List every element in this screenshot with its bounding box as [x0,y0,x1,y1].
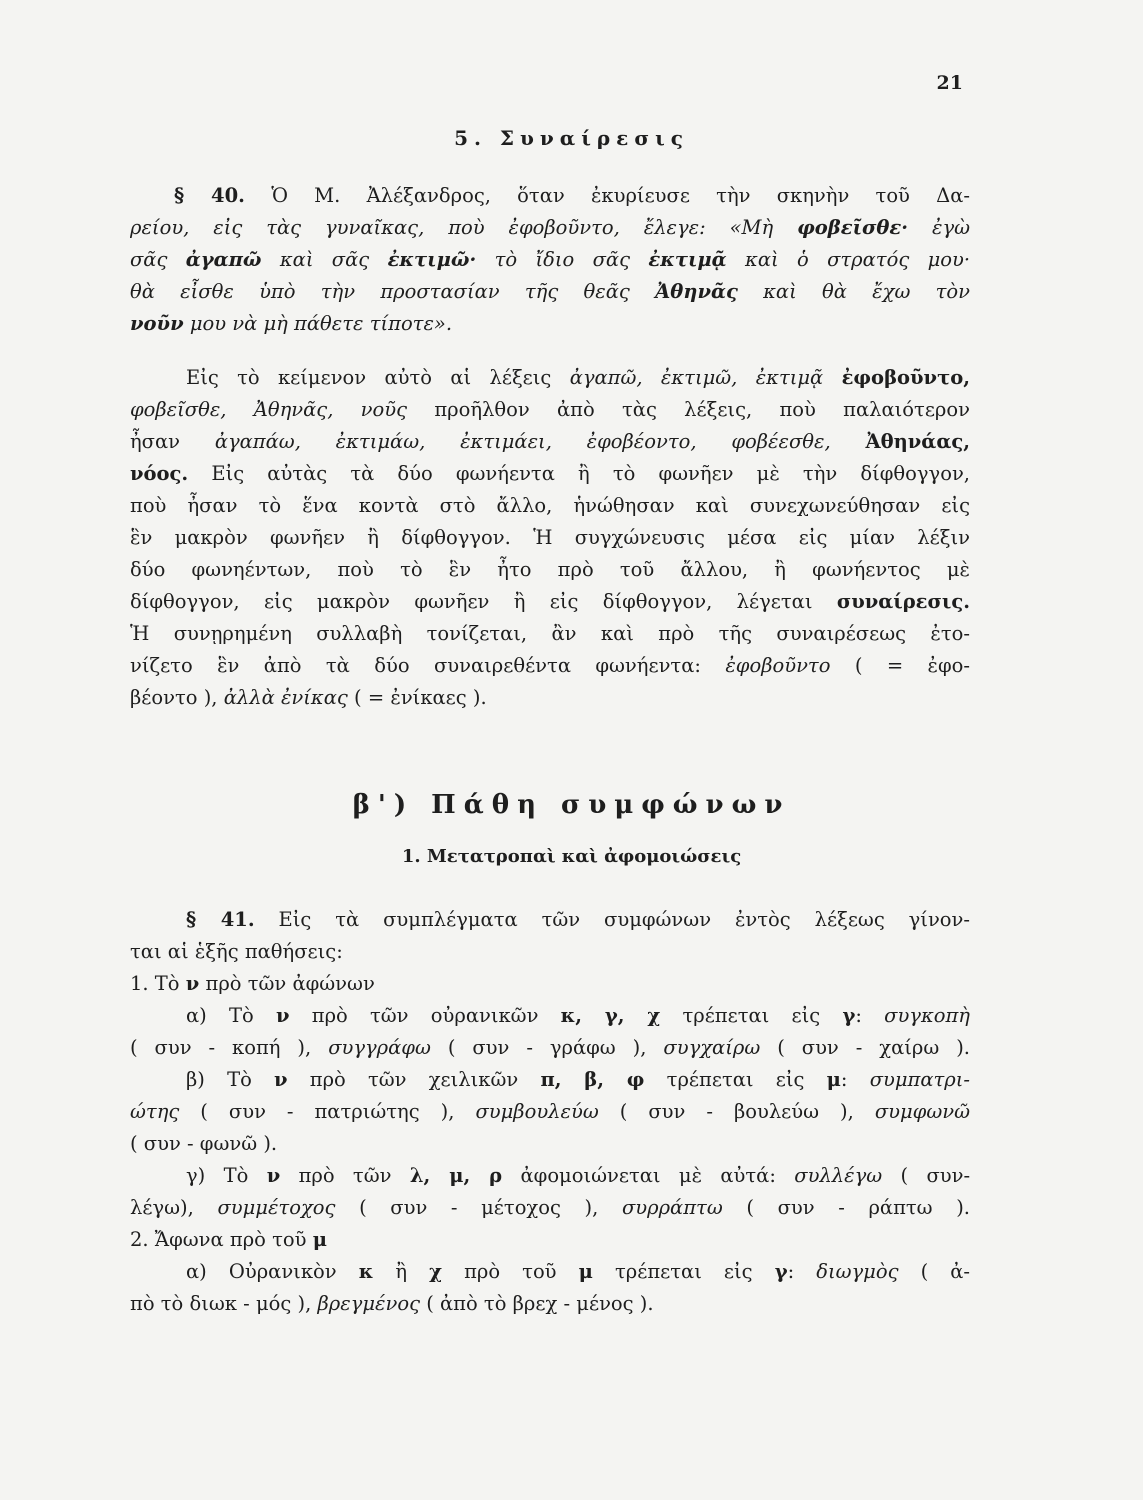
rule-c2-i2: συρράπτω [621,1196,723,1219]
rule-b2-i1: ώτης [130,1100,180,1123]
explain-line-11 [130,682,970,714]
explain-line-1 [130,362,970,394]
rule-c2-t2: ( συν - μέτοχος ), [359,1196,599,1219]
rule-b-b1: ν [274,1068,288,1091]
para41-line-1 [130,904,970,936]
rule-d-tail: ( ἀ- [920,1260,970,1283]
para40-line-1 [130,180,970,212]
explain-line-4-text: Εἰς αὐτὰς τὰ δύο φωνήεντα ἢ τὸ φωνῆεν μὲ τὴν δίφθογγον, [211,462,970,485]
rule-b-mid: πρὸ τῶν χειλικῶν [309,1068,519,1091]
rule-d-b2: χ [429,1260,442,1283]
rule-d-colon: : [787,1260,795,1283]
rule-b-pre: β) Τὸ [186,1068,252,1091]
rule-d-ital: διωγμὸς [816,1260,899,1283]
rule-c-b2: λ, μ, ρ [409,1164,503,1187]
rule-a-ital: συγκοπὴ [884,1004,970,1027]
explain-line-11-text: βέοντο ), [130,686,218,709]
item-1-post: πρὸ τῶν ἀφώνων [205,972,375,995]
rule-c-b1: ν [266,1164,281,1187]
section-mark-41: § 41. [186,908,255,931]
para40-line-3-b3: ἐκτιμᾷ [648,248,727,271]
rule-c2-t1: λέγω), [130,1196,194,1219]
rule-a2-t2: ( συν - γράφω ), [447,1036,647,1059]
para40-line-4-w2: καὶ θὰ ἔχω τὸν [763,280,970,303]
rule-c-mid: πρὸ τῶν [298,1164,392,1187]
para40-line-3 [130,244,970,276]
rule-a2-i2: συγχαίρω [663,1036,761,1059]
rule-b-line-1 [130,1064,970,1096]
rule-b-line-3: ( συν - φωνῶ ). [130,1132,278,1155]
para40-line-1-text: Ὁ Μ. Ἀλέξανδρος, ὅταν ἐκυρίευσε τὴν σκηνὴν τοῦ Δα- [271,184,970,207]
rule-b2-t1: ( συν - πατριώτης ), [200,1100,455,1123]
para40-line-4-w1: θὰ εἶσθε ὑπὸ τὴν προστασίαν τῆς θεᾶς [130,280,630,303]
rule-d-line-2 [130,1288,970,1320]
explain-line-10-text: νίζετο ἓν ἀπὸ τὰ δύο συναιρεθέντα φωνήεντα: [130,654,701,677]
para40-line-2-bold: φοβεῖσθε· [797,216,909,239]
paragraph-explanation [130,362,970,714]
para40-line-3-w4: καὶ ὁ στρατός μου· [745,248,970,271]
explain-line-7: δύο φωνηέντων, ποὺ τὸ ἓν ἦτο πρὸ τοῦ ἄλλου, ἢ φωνήεντος μὲ [130,558,970,581]
page-number: 21 [936,72,963,94]
rule-b-ital: συμπατρι- [869,1068,970,1091]
para40-line-3-w2: καὶ σᾶς [279,248,370,271]
rule-a-pre: α) Τὸ [186,1004,254,1027]
explain-line-8 [130,586,970,618]
rule-c2-i1: συμμέτοχος [217,1196,336,1219]
rule-a-b2: κ, γ, χ [560,1004,661,1027]
rule-c-post: ἀφομοιώνεται μὲ αὐτά: [520,1164,776,1187]
rule-a-line-1 [130,1000,970,1032]
para40-line-3-b1: ἀγαπῶ [185,248,262,271]
explain-line-11-tail: ( = ἐνίκαες ). [354,686,487,709]
explain-line-2-text: προῆλθον ἀπὸ τὰς λέξεις, ποὺ παλαιότερον [434,398,970,421]
explain-line-5: ποὺ ἦσαν τὸ ἕνα κοντὰ στὸ ἄλλο, ἡνώθησαν καὶ συνεχωνεύθησαν εἰς [130,494,970,517]
rule-b-b3: μ [826,1068,841,1091]
explain-line-10-ital: ἐφοβοῦντο [725,654,831,677]
rule-a-post: τρέπεται εἰς [682,1004,821,1027]
rule-a-mid: πρὸ τῶν οὐρανικῶν [311,1004,539,1027]
para40-line-3-w1: σᾶς [130,248,168,271]
item-1-bold: ν [185,972,200,995]
explain-line-9: Ἡ συνῃρημένη συλλαβὴ τονίζεται, ἂν καὶ πρὸ τῆς συναιρέσεως ἐτο- [130,622,970,645]
explain-line-10-tail: ( = ἐφο- [854,654,970,677]
para40-line-3-b2: ἐκτιμῶ· [387,248,477,271]
explain-line-10 [130,650,970,682]
explain-line-8-text: δίφθογγον, εἰς μακρὸν φωνῆεν ἢ εἰς δίφθογγον, λέγεται [130,590,813,613]
explain-line-3 [130,426,970,458]
para40-line-5 [130,308,970,340]
chapter-heading: β') Πάθη συμφώνων [352,790,791,820]
para40-line-4-b1: Ἀθηνᾶς [655,280,738,303]
rule-b2-t2: ( συν - βουλεύω ), [619,1100,854,1123]
section-mark-40: § 40. [174,184,245,207]
explain-line-3-text: ἦσαν [130,430,181,453]
paragraph-41 [130,904,970,1320]
rule-d-post: τρέπεται εἰς [614,1260,753,1283]
para41-line-1-text: Εἰς τὰ συμπλέγματα τῶν συμφώνων ἐντὸς λέξεως γίνον- [278,908,970,931]
rule-d-b3: μ [578,1260,593,1283]
rule-d-pre: α) Οὐρανικὸν [186,1260,337,1283]
para40-line-3-w3: τὸ ἴδιο σᾶς [494,248,630,271]
rule-a-b3: γ [842,1004,856,1027]
explain-line-2 [130,394,970,426]
rule-a-b1: ν [275,1004,290,1027]
para40-line-2 [130,212,970,244]
explain-line-3-bold: Ἀθηνάας, [865,430,970,453]
para40-line-5-b1: νοῦν [130,312,184,335]
explain-line-4 [130,458,970,490]
para40-line-5-w1: μου νὰ μὴ πάθετε τίποτε». [189,312,453,335]
explain-line-3-ital: ἀγαπάω, ἐκτιμάω, ἐκτιμάει, ἐφοβέοντο, φοβέεσθε, [214,430,831,453]
rule-d-b4: γ [774,1260,788,1283]
rule-d-b1: κ [358,1260,374,1283]
rule-b2-i2: συμβουλεύω [475,1100,599,1123]
rule-a2-i1: συγγράφω [328,1036,431,1059]
explain-line-1-text: Εἰς τὸ κείμενον αὐτὸ αἱ λέξεις [186,366,552,389]
paragraph-40 [130,180,970,340]
rule-a-colon: : [855,1004,862,1027]
rule-d2-i1: βρεγμένος [317,1292,420,1315]
para40-line-4 [130,276,970,308]
rule-b2-i3: συμφωνῶ [874,1100,970,1123]
rule-d2-t2: ( ἀπὸ τὸ βρεχ - μένος ). [426,1292,654,1315]
item-2-bold: μ [312,1228,327,1251]
rule-a2-t1: ( συν - κοπή ), [130,1036,312,1059]
para40-line-2-text: ρείου, εἰς τὰς γυναῖκας, ποὺ ἐφοβοῦντο, ἔλεγε: «Μὴ [130,216,774,239]
section-heading: 5. Συναίρεσις [454,126,689,150]
rule-c-tail: ( συν- [900,1164,970,1187]
rule-c-pre: γ) Τὸ [186,1164,249,1187]
para40-line-2-tail: ἐγὼ [931,216,970,239]
rule-d-mid: ἢ [395,1260,408,1283]
explain-line-1-ital: ἀγαπῶ, ἐκτιμῶ, ἐκτιμᾷ [569,366,824,389]
rule-c-ital: συλλέγω [794,1164,883,1187]
rule-d-line-1 [130,1256,970,1288]
explain-line-2-ital: φοβεῖσθε, Ἀθηνᾶς, νοῦς [130,398,408,421]
rule-d2-t1: πὸ τὸ διωκ - μός ), [130,1292,312,1315]
rule-c-line-2 [130,1192,970,1224]
rule-b-b2: π, β, φ [540,1068,645,1091]
explain-line-4-bold: νόος. [130,462,189,485]
sub-heading: 1. Μετατροπαὶ καὶ ἀφομοιώσεις [401,846,742,867]
item-2 [130,1224,970,1256]
rule-b-line-2 [130,1096,970,1128]
explain-line-6: ἓν μακρὸν φωνῆεν ἢ δίφθογγον. Ἡ συγχώνευσις μέσα εἰς μίαν λέξιν [130,526,970,549]
rule-a-line-2 [130,1032,970,1064]
explain-line-8-bold: συναίρεσις. [836,590,970,613]
item-2-pre: 2. Ἄφωνα πρὸ τοῦ [130,1228,307,1251]
explain-line-1-bold: ἐφοβοῦντο, [841,366,970,389]
item-1-pre: 1. Τὸ [130,972,180,995]
rule-d-mid2: πρὸ τοῦ [464,1260,557,1283]
para41-line-2: ται αἱ ἑξῆς παθήσεις: [130,940,343,963]
rule-b-post: τρέπεται εἰς [666,1068,805,1091]
rule-c2-t3: ( συν - ράπτω ). [746,1196,970,1219]
rule-a2-t3: ( συν - χαίρω ). [777,1036,970,1059]
explain-line-11-ital: ἀλλὰ ἐνίκας [223,686,348,709]
rule-b-colon: : [840,1068,848,1091]
item-1 [130,968,970,1000]
rule-c-line-1 [130,1160,970,1192]
